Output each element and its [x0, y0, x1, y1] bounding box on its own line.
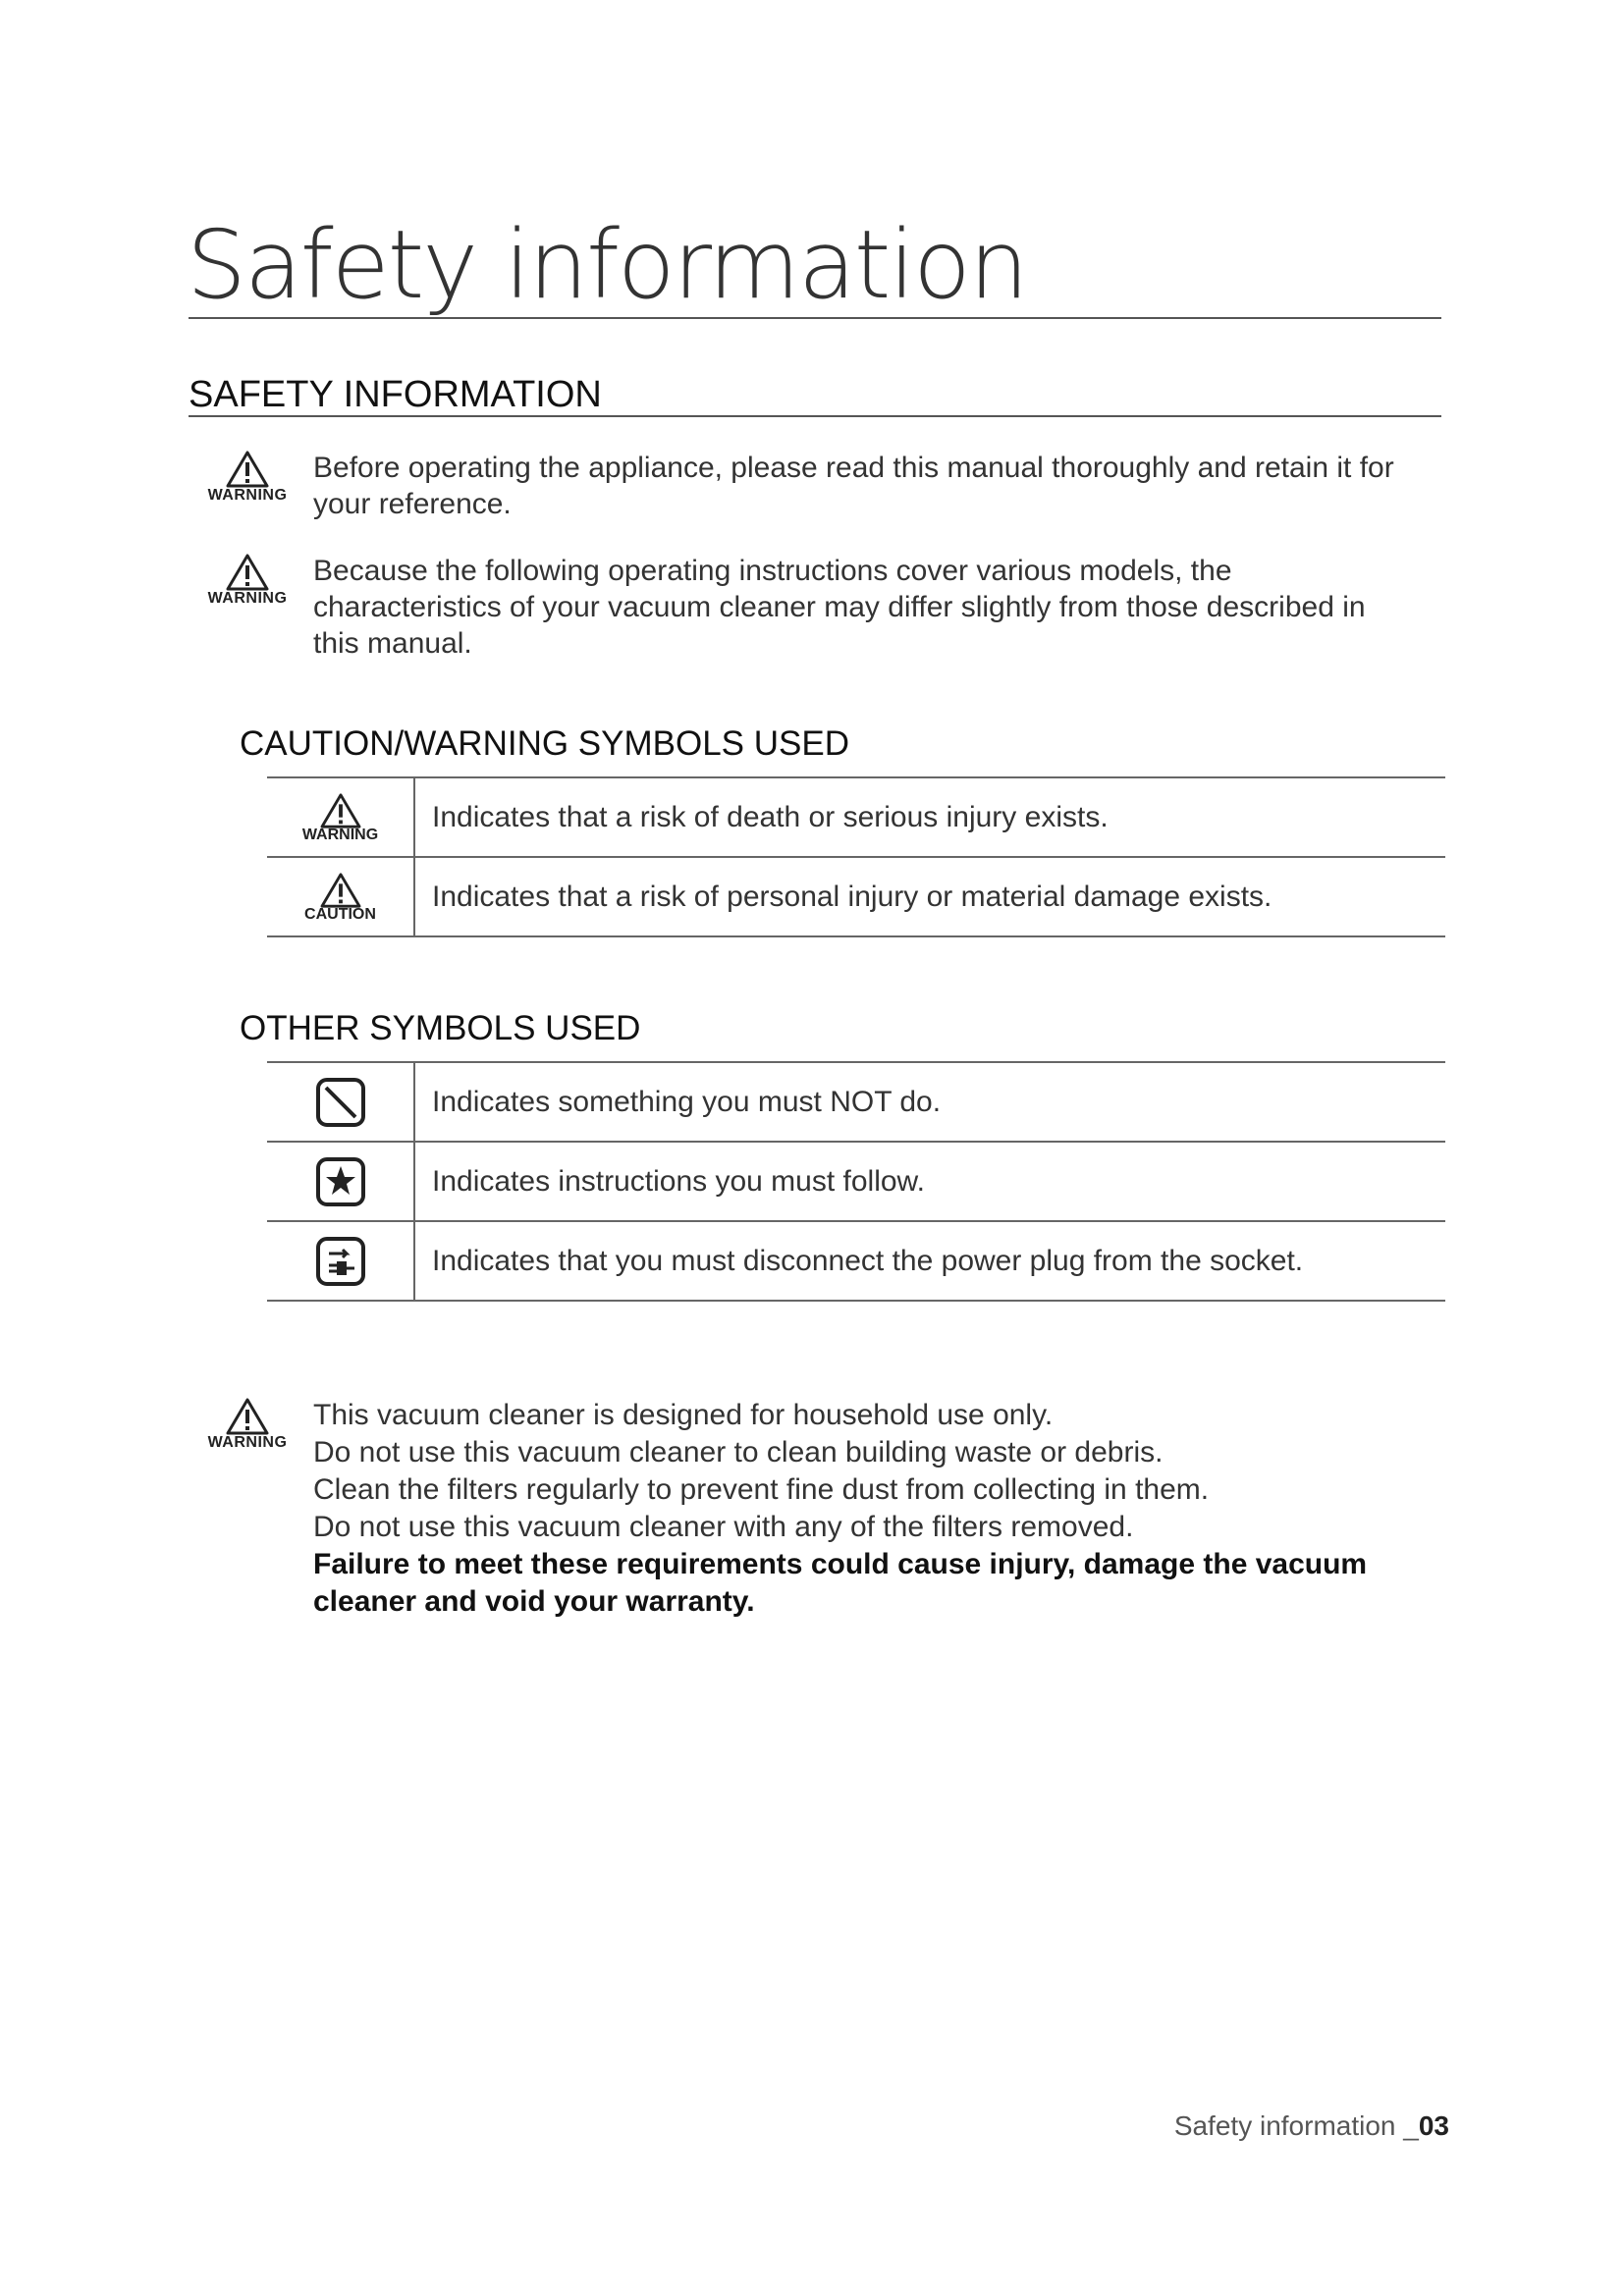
intro-warning-text	[313, 450, 1394, 522]
icon-cell	[267, 857, 414, 936]
other-symbols-heading: OTHER SYMBOLS USED	[240, 1009, 641, 1047]
text-line: Do not use this vacuum cleaner with any of the filters removed.	[313, 1511, 1134, 1543]
table-row	[267, 1221, 1445, 1301]
table-row	[267, 1142, 1445, 1221]
page-footer	[1174, 2110, 1449, 2142]
page-title: Safety information	[187, 210, 1027, 320]
intro-warning-text	[313, 553, 1366, 662]
icon-cell	[267, 1221, 414, 1301]
icon-cell	[267, 777, 414, 857]
table-row	[267, 777, 1445, 857]
bold-text-line: Failure to meet these requirements could cause injury, damage the vacuum	[313, 1548, 1368, 1580]
section-heading: SAFETY INFORMATION	[189, 374, 602, 415]
title-rule	[189, 317, 1441, 319]
warning-icon-label: WARNING	[207, 590, 288, 607]
text-line: Because the following operating instructions cover various models, the	[313, 555, 1232, 587]
warning-label: WARNING	[301, 826, 379, 843]
prohibited-icon	[315, 1077, 366, 1128]
symbol-description: Indicates that a risk of death or serious injury exists.	[414, 777, 1445, 857]
warning-icon	[200, 1397, 295, 1452]
text-line: Before operating the appliance, please read this manual thoroughly and retain it for	[313, 452, 1394, 484]
table-row	[267, 1062, 1445, 1142]
icon-cell	[267, 1062, 414, 1142]
warning-icon	[200, 450, 295, 505]
symbol-description: Indicates something you must NOT do.	[414, 1062, 1445, 1142]
text-line: Do not use this vacuum cleaner to clean building waste or debris.	[313, 1436, 1164, 1468]
page-number: 03	[1418, 2110, 1449, 2141]
text-line: characteristics of your vacuum cleaner may differ slightly from those described in	[313, 591, 1366, 623]
caution-triangle-icon	[319, 872, 362, 909]
symbol-description: Indicates that you must disconnect the power plug from the socket.	[414, 1221, 1445, 1301]
text-line: this manual.	[313, 627, 472, 660]
warning-icon-label: WARNING	[207, 1434, 288, 1451]
warning-triangle-icon	[319, 792, 362, 829]
star-instruction-icon	[315, 1156, 366, 1207]
bold-text-line: cleaner and void your warranty.	[313, 1585, 755, 1618]
text-line: your reference.	[313, 488, 512, 520]
usage-warning-text	[313, 1397, 1367, 1621]
text-line: Clean the filters regularly to prevent fine dust from collecting in them.	[313, 1473, 1210, 1506]
other-symbols-table	[267, 1061, 1445, 1302]
symbol-description: Indicates that a risk of personal injury or material damage exists.	[414, 857, 1445, 936]
section-rule	[189, 415, 1441, 417]
text-line: This vacuum cleaner is designed for household use only.	[313, 1399, 1054, 1431]
warning-icon-label: WARNING	[207, 487, 288, 504]
symbol-description: Indicates instructions you must follow.	[414, 1142, 1445, 1221]
table-row	[267, 857, 1445, 936]
caution-symbols-heading: CAUTION/WARNING SYMBOLS USED	[240, 724, 849, 763]
icon-cell	[267, 1142, 414, 1221]
caution-label: CAUTION	[304, 905, 376, 923]
caution-symbols-table	[267, 776, 1445, 937]
warning-icon	[200, 553, 295, 608]
footer-label: Safety information _	[1173, 2110, 1419, 2141]
unplug-icon	[315, 1236, 366, 1287]
